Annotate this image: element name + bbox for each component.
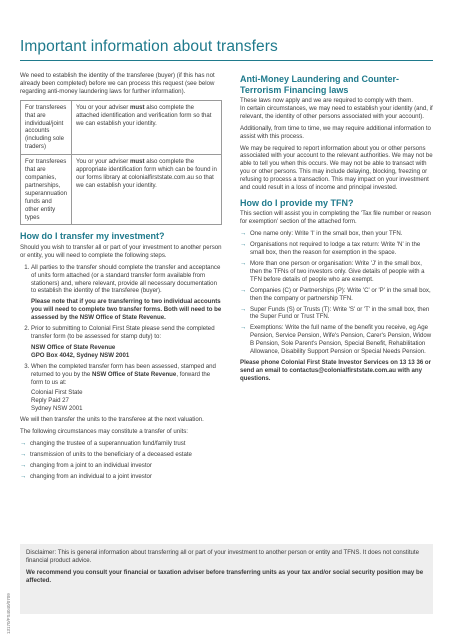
- step-item: 3. When the completed transfer form has been assessed, stamped and returned to you by the NSW Office of State Revenue, forward the form to us at: Colonial First State Reply Paid 27 Sydney NSW 2001: [31, 363, 222, 413]
- circumstances-intro: The following circumstances may constitute a transfer of units:: [20, 428, 188, 436]
- tfn-heading: How do I provide my TFN?: [240, 197, 354, 208]
- tfn-list: [240, 230, 434, 356]
- arrow-right-icon: →: [240, 260, 247, 267]
- list-item: → changing the trustee of a superannuation fund/family trust: [20, 439, 186, 447]
- step-item: 1. All parties to the transfer should complete the transfer and acceptance of units form attached (or a standard transfer form available from stationers) and, where relevant, provide all necessary documentation to establish the identity of the transferee (buyer). Please note that if you are transferring to two individual accounts you will need to complete two transfer forms. Both will need to be assessed by the NSW Office of State Revenue.: [31, 264, 222, 322]
- list-item: → changing from an individual to a joint investor: [20, 472, 152, 480]
- table-row: [21, 155, 222, 225]
- transfer-intro: Should you wish to transfer all or part of your investment to another person or entity, you will need to complete the following steps.: [20, 243, 222, 259]
- tfn-intro: This section will assist you in completing the 'Tax file number or reason for exemption' section of the attached form.: [240, 210, 431, 226]
- aml-heading: Anti-Money Laundering and Counter-Terrorism Financing laws: [240, 74, 399, 95]
- cfs-address: Colonial First State Reply Paid 27 Sydney NSW 2001: [31, 389, 83, 413]
- intro-text: We need to establish the identity of the transferee (buyer) (if this has not already been completed) before we can process this request (see below regarding anti-money laundering laws for further information).: [20, 72, 215, 95]
- aml-text: These laws now apply and we are required to comply with them. In certain circumstances, we may need to establish your identity (and, if relevant, the identity of other persons associated with your account).: [240, 97, 433, 120]
- transfer-heading: How do I transfer my investment?: [20, 231, 165, 242]
- aml-text: Additionally, from time to time, we may require additional information to assist with this process.: [240, 124, 431, 140]
- disclaimer-box: [20, 544, 433, 614]
- circumstances-list: [20, 440, 222, 481]
- arrow-right-icon: →: [240, 324, 247, 332]
- disclaimer-text: Disclaimer: This is general information about transferring all or part of your investment to another person or entity and TFNS. It does not constitute financial product advice.: [26, 549, 420, 564]
- title-divider: [20, 60, 433, 61]
- arrow-right-icon: →: [20, 439, 27, 447]
- transferee-table: [20, 100, 222, 226]
- arrow-right-icon: →: [240, 305, 247, 313]
- list-item: → More than one person or organisation: Write 'J' in the small box, then the TFNs of two investors only. Give details of people with a TFN before details of people who are exempt.: [240, 260, 425, 283]
- arrow-right-icon: →: [20, 450, 27, 458]
- osr-address: NSW Office of State Revenue GPO Box 4042, Sydney NSW 2001: [31, 343, 130, 359]
- document-code: 13170/FS4040/0709: [6, 593, 11, 634]
- list-item: → changing from a joint to an individual investor: [20, 461, 152, 469]
- arrow-right-icon: →: [20, 472, 27, 480]
- table-row: [21, 100, 222, 154]
- after-text: We will then transfer the units to the transferee at the next valuation.: [20, 416, 204, 424]
- arrow-right-icon: →: [240, 230, 247, 238]
- table-cell-text: You or your adviser must also complete the appropriate identification form which can be found in our forms library at colonialfirststate.com.au so that we can establish your identity.: [72, 155, 222, 225]
- list-item: → One name only: Write 'I' in the small box, then your TFN.: [240, 230, 403, 238]
- list-item: → Exemptions: Write the full name of the benefit you receive, eg Age Pension, Service Pension, Wife's Pension, Carer's Pension, Widow B Pension, Sole Parent's Pension, Special Benefit, Rehabilitation Allowance, Disability Support Pension or Special Needs Pension.: [240, 324, 432, 356]
- step-note: Please note that if you are transferring to two individual accounts you will need to complete two transfer forms. Both will need to be assessed by the NSW Office of State Revenue.: [31, 298, 222, 322]
- arrow-right-icon: →: [20, 461, 27, 469]
- list-item: → transmission of units to the beneficiary of a deceased estate: [20, 450, 192, 458]
- list-item: → Companies (C) or Partnerships (P): Write 'C' or 'P' in the small box, then the company or partnership TFN.: [240, 286, 431, 302]
- table-cell-text: You or your adviser must also complete the attached identification and verification form so that we can establish your identity.: [72, 100, 222, 154]
- recommendation-text: We recommend you consult your financial or taxation adviser before transferring units as your tax and/or social security position may be affected.: [26, 568, 424, 584]
- page-title: Important information about transfers: [20, 38, 278, 55]
- transfer-steps: [20, 264, 222, 413]
- right-column: [240, 72, 434, 387]
- left-column: [20, 72, 222, 484]
- table-cell-label: For transferees that are individual/joint accounts (including sole traders): [21, 100, 72, 154]
- aml-text: We may be required to report information about you or other persons associated with your account to the relevant authorities. We may not be able to tell you when this occurs. We may not be able to transact with you or other persons. This may include delaying, blocking, freezing or refusing to process a transaction. This may impact on your investment and could result in a loss of income and principal invested.: [240, 144, 433, 192]
- list-item: → Organisations not required to lodge a tax return: Write 'N' in the small box, then the reason for exemption in the space.: [240, 241, 421, 257]
- contact-text: Please phone Colonial First State Investor Services on 13 13 36 or send an email to contactus@colonialfirststate.com.au with any questions.: [240, 358, 432, 382]
- arrow-right-icon: →: [240, 286, 247, 294]
- list-item: → Super Funds (S) or Trusts (T): Write 'S' or 'T' in the small box, then the Super Fund or Trust TFN.: [240, 305, 430, 321]
- step-item: 2. Prior to submitting to Colonial First State please send the completed transfer form (to be assessed for stamp duty) to: NSW Office of State Revenue GPO Box 4042, Sydney NSW 2001: [31, 325, 222, 360]
- table-cell-label: For transferees that are companies, partnerships, superannuation funds and other entity types: [21, 155, 72, 225]
- arrow-right-icon: →: [240, 241, 247, 249]
